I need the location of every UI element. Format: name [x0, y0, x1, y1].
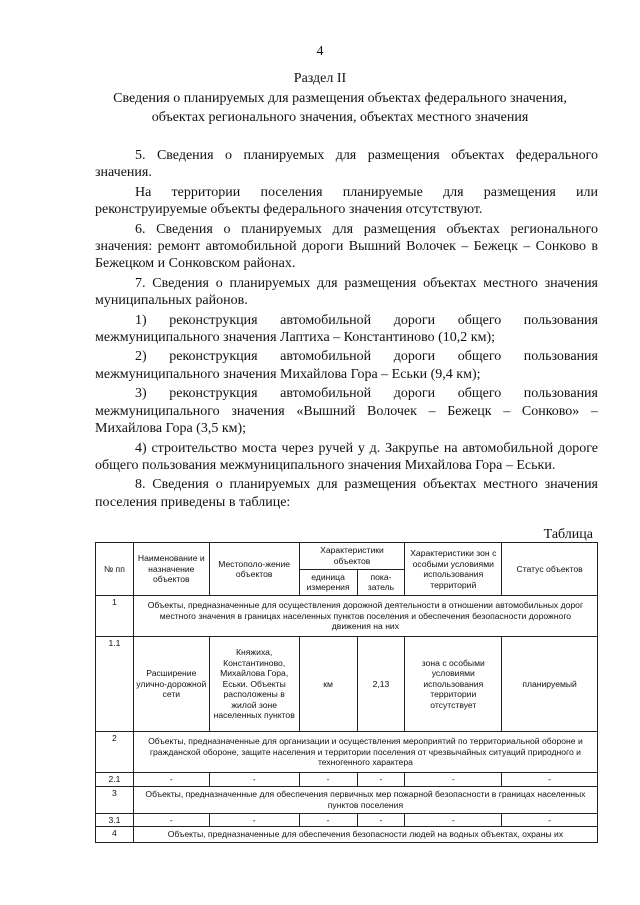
- paragraph: На территории поселения планируемые для размещения или реконструируемые объекты федерального значения отсутствуют.: [95, 184, 598, 218]
- cell-dash: -: [405, 773, 502, 787]
- cell-num: 3: [96, 786, 134, 813]
- cell-unit: км: [299, 637, 357, 732]
- paragraph: 3) реконструкция автомобильной дороги общего пользования межмуниципального значения «Вышний Волочек – Бежецк – Сонково» – Михайлова Гора (3,5 км);: [95, 386, 598, 437]
- table-row: [96, 773, 598, 787]
- cell-dash: -: [357, 813, 405, 827]
- table-row: [96, 732, 598, 773]
- section-subtitle: Сведения о планируемых для размещения объектах федерального значения, объектах регионального значения, объектах местного значения: [113, 91, 567, 125]
- document-body: [95, 147, 598, 513]
- cell-indicator: 2,13: [357, 637, 405, 732]
- paragraph: 7. Сведения о планируемых для размещения объектах местного значения муниципальных районов.: [95, 275, 598, 309]
- table-header-row: [96, 543, 598, 570]
- cell-num: 2.1: [96, 773, 134, 787]
- section-title: Раздел II: [293, 71, 347, 86]
- cell-num: 4: [96, 827, 134, 843]
- header-characteristics: Характеристики объектов: [299, 543, 405, 570]
- table-row: [96, 637, 598, 732]
- cell-group-text: Объекты, предназначенные для обеспечения первичных мер пожарной безопасности в границах населенных пунктов поселения: [133, 786, 597, 813]
- cell-num: 2: [96, 732, 134, 773]
- cell-dash: -: [405, 813, 502, 827]
- header-num: № пп: [96, 543, 134, 596]
- cell-dash: -: [209, 773, 299, 787]
- cell-dash: -: [299, 773, 357, 787]
- cell-dash: -: [299, 813, 357, 827]
- paragraph: 2) реконструкция автомобильной дороги общего пользования межмуниципального значения Михайлова Гора – Еськи (9,4 км);: [95, 349, 598, 382]
- table-caption: Таблица: [543, 527, 593, 542]
- paragraph: 1) реконструкция автомобильной дороги общего пользования межмуниципального значения Лаптиха – Константиново (10,2 км);: [95, 312, 598, 346]
- cell-group-text: Объекты, предназначенные для осуществления дорожной деятельности в отношении автомобильных дорог местного значения в границах населенных пунктов поселения и обеспечения безопасности дорожного движения на них: [133, 596, 597, 637]
- paragraph: 5. Сведения о планируемых для размещения объектах федерального значения.: [95, 148, 598, 181]
- cell-zones: зона с особыми условиями использования территории отсутствует: [405, 637, 502, 732]
- cell-status: планируемый: [502, 637, 598, 732]
- table-row: [96, 786, 598, 813]
- cell-group-text: Объекты, предназначенные для обеспечения безопасности людей на водных объектах, охраны их: [133, 827, 597, 843]
- table-row: [96, 813, 598, 827]
- cell-num: 1.1: [96, 637, 134, 732]
- header-status: Статус объектов: [502, 543, 598, 596]
- page-number: 4: [316, 44, 324, 59]
- cell-location: Княжиха, Константиново, Михайлова Гора, Еськи. Объекты расположены в жилой зоне населенных пунктов: [209, 637, 299, 732]
- header-name: Наименование и назначение объектов: [133, 543, 209, 596]
- cell-name: Расширение улично-дорожной сети: [133, 637, 209, 732]
- cell-dash: -: [209, 813, 299, 827]
- cell-group-text: Объекты, предназначенные для организации и осуществления мероприятий по территориальной обороне и гражданской обороне, защите населения и территории поселения от чрезвычайных ситуаций природного и техногенного характера: [133, 732, 597, 773]
- table-row: [96, 827, 598, 843]
- cell-dash: -: [357, 773, 405, 787]
- cell-num: 1: [96, 596, 134, 637]
- header-unit: единица измерения: [299, 569, 357, 596]
- cell-num: 3.1: [96, 813, 134, 827]
- cell-dash: -: [133, 773, 209, 787]
- objects-table: [95, 542, 598, 843]
- cell-dash: -: [502, 813, 598, 827]
- header-location: Местополо-жение объектов: [209, 543, 299, 596]
- table-row: [96, 596, 598, 637]
- paragraph: 4) строительство моста через ручей у д. Закрупье на автомобильной дороге общего пользования межмуниципального значения Михайлова Гора – Еськи.: [95, 440, 598, 473]
- header-zones: Характеристики зон с особыми условиями использования территорий: [405, 543, 502, 596]
- paragraph: 6. Сведения о планируемых для размещения объектах регионального значения: ремонт автомобильной дороги Вышний Волочек – Бежецк – Сонково в Бежецком и Сонковском районах.: [95, 221, 598, 272]
- cell-dash: -: [133, 813, 209, 827]
- cell-dash: -: [502, 773, 598, 787]
- header-indicator: пока-затель: [357, 569, 405, 596]
- paragraph: 8. Сведения о планируемых для размещения объектах местного значения поселения приведены в таблице:: [95, 477, 598, 510]
